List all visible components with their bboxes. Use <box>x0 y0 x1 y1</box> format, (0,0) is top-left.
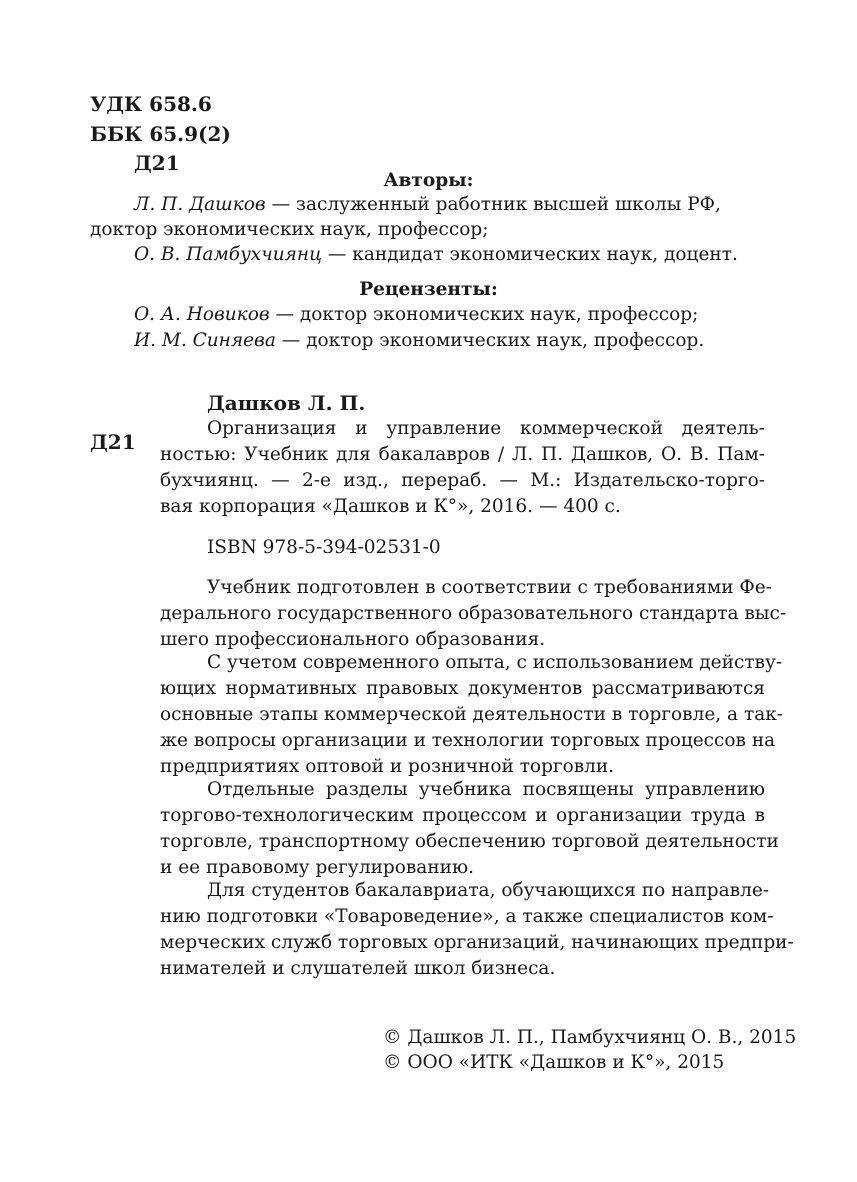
entry-line-4: вая корпорация «Дашков и К°», 2016. — 400 с. <box>160 496 621 517</box>
entry-code: Д21 <box>90 430 136 454</box>
authors-heading: Авторы: <box>383 170 474 191</box>
reviewer-1-line <box>134 304 698 325</box>
abstract-line: же вопросы организации и технологии торговых процессов на <box>160 730 776 751</box>
abstract-line: и ее правовому регулированию. <box>160 857 474 878</box>
abstract-line: шего профессионального образования. <box>160 629 546 650</box>
abstract-line: торговле, транспортному обеспечению торговой деятельности <box>160 831 779 852</box>
reviewer-2-line <box>134 330 704 351</box>
abstract-line: основные этапы коммерческой деятельности в торговле, а так- <box>160 704 784 725</box>
udk-code: УДК 658.6 <box>90 92 212 116</box>
copyright-publisher: © ООО «ИТК «Дашков и К°», 2015 <box>383 1052 725 1073</box>
entry-line-3: бухчиянц. — 2-е изд., перераб. — М.: Издательско-торго- <box>160 470 765 491</box>
abstract-line: предприятиях оптовой и розничной торговли. <box>160 756 615 777</box>
reviewer-1-desc: — доктор экономических наук, профессор; <box>269 304 699 325</box>
abstract-line: нию подготовки «Товароведение», а также специалистов ком- <box>160 906 774 927</box>
abstract-line: Учебник подготовлен в соответствии с требованиями Фе- <box>207 577 772 598</box>
abstract-line: ющих нормативных правовых документов рассматриваются <box>160 678 765 699</box>
bbk-code: ББК 65.9(2) <box>90 122 231 146</box>
author-1-desc: — заслуженный работник высшей школы РФ, <box>265 194 721 215</box>
reviewer-2-name: И. М. Синяева <box>134 330 276 351</box>
author-1-line <box>134 194 721 215</box>
author-2-line <box>134 244 738 265</box>
copyright-authors: © Дашков Л. П., Памбухчиянц О. В., 2015 <box>383 1027 797 1048</box>
abstract-line: Для студентов бакалавриата, обучающихся по направле- <box>207 880 770 901</box>
author-2-desc: — кандидат экономических наук, доцент. <box>322 244 738 265</box>
abstract-line: торгово-технологическим процессом и организации труда в <box>160 805 765 826</box>
reviewers-heading: Рецензенты: <box>359 279 498 300</box>
abstract-line: мерческих служб торговых организаций, начинающих предпри- <box>160 932 794 953</box>
entry-line-2: ностью: Учебник для бакалавров / Л. П. Дашков, О. В. Пам- <box>160 444 765 465</box>
abstract-line: нимателей и слушателей школ бизнеса. <box>160 958 556 979</box>
reviewer-2-desc: — доктор экономических наук, профессор. <box>275 330 705 351</box>
abstract-line: Отдельные разделы учебника посвящены управлению <box>207 779 765 800</box>
entry-author: Дашков Л. П. <box>207 391 366 415</box>
reviewer-1-name: О. А. Новиков <box>134 304 270 325</box>
author-1-desc-cont: доктор экономических наук, профессор; <box>90 219 489 240</box>
entry-line-1: Организация и управление коммерческой деятель- <box>207 418 765 439</box>
author-1-name: Л. П. Дашков <box>134 194 266 215</box>
author-sign-code: Д21 <box>134 151 180 175</box>
abstract-line: С учетом современного опыта, с использованием действу- <box>207 652 783 673</box>
abstract-line: дерального государственного образовательного стандарта выс- <box>160 603 787 624</box>
isbn: ISBN 978-5-394-02531-0 <box>207 537 441 558</box>
author-2-name: О. В. Памбухчиянц <box>134 244 323 265</box>
